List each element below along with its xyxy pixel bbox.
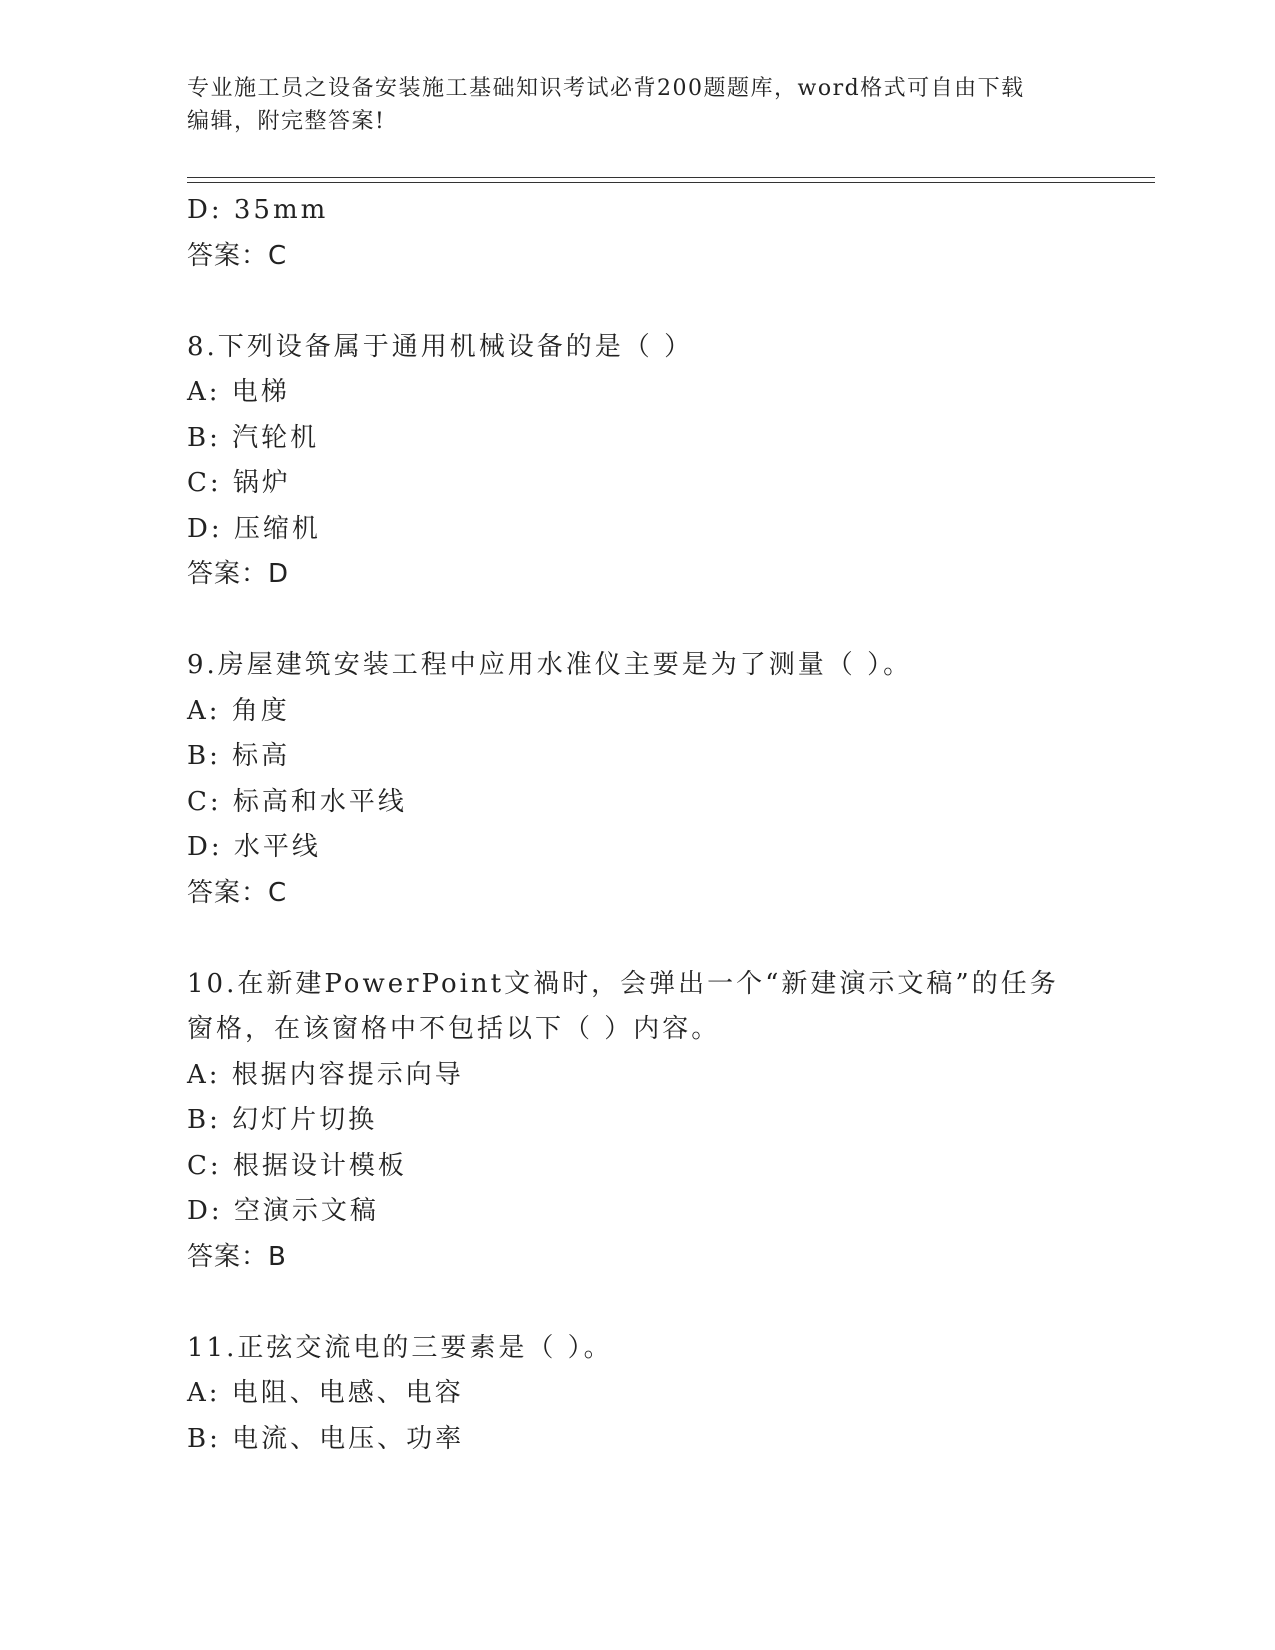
option-c: C: 根据设计模板 — [187, 1150, 407, 1181]
answer: 答案：B — [187, 1241, 287, 1272]
option-b: B: 汽轮机 — [187, 422, 320, 453]
question-title-line-2: 窗格，在该窗格中不包括以下（ ）内容。 — [187, 1014, 721, 1044]
option-d: D: 空演示文稿 — [187, 1196, 379, 1226]
spacer — [187, 1280, 1087, 1326]
option-a: A: 根据内容提示向导 — [187, 1059, 464, 1090]
option-c: C: 标高和水平线 — [187, 786, 407, 817]
answer: 答案：D — [187, 559, 290, 589]
option-c: C: 锅炉 — [187, 468, 291, 498]
document-body — [187, 188, 1087, 1462]
question-title: 11.正弦交流电的三要素是（ ）。 — [187, 1332, 613, 1363]
question-title: 8.下列设备属于通用机械设备的是（ ） — [187, 331, 694, 362]
answer: 答案：C — [187, 877, 288, 908]
question-8 — [187, 325, 1087, 598]
option-d: D: 水平线 — [187, 832, 321, 862]
header-rule-bottom — [187, 182, 1155, 183]
option-b: B: 幻灯片切换 — [187, 1105, 378, 1135]
header-rule-top — [187, 177, 1155, 178]
option-a: A: 电阻、电感、电容 — [187, 1378, 464, 1408]
header-line-1: 专业施工员之设备安装施工基础知识考试必背200题题库，word格式可自由下载 — [187, 76, 1025, 101]
option-b: B: 电流、电压、功率 — [187, 1423, 465, 1454]
prev-answer: 答案：C — [187, 240, 288, 271]
option-a: A: 电梯 — [187, 377, 290, 407]
spacer — [187, 598, 1087, 644]
spacer — [187, 279, 1087, 325]
option-b: B: 标高 — [187, 741, 291, 771]
header-line-2: 编辑，附完整答案! — [187, 109, 386, 134]
option-a: A: 角度 — [187, 695, 290, 726]
question-title: 9.房屋建筑安装工程中应用水准仪主要是为了测量（ ）。 — [187, 650, 913, 680]
spacer — [187, 916, 1087, 962]
question-9 — [187, 643, 1087, 916]
question-title-line-1: 10.在新建PowerPoint文禍时，会弹出一个“新建演示文稿”的任务 — [187, 968, 1059, 999]
option-d: D: 压缩机 — [187, 513, 321, 544]
prev-option-d: D: 35mm — [187, 195, 329, 225]
document-header — [187, 72, 1067, 138]
question-10 — [187, 962, 1087, 1281]
question-11 — [187, 1326, 1087, 1463]
